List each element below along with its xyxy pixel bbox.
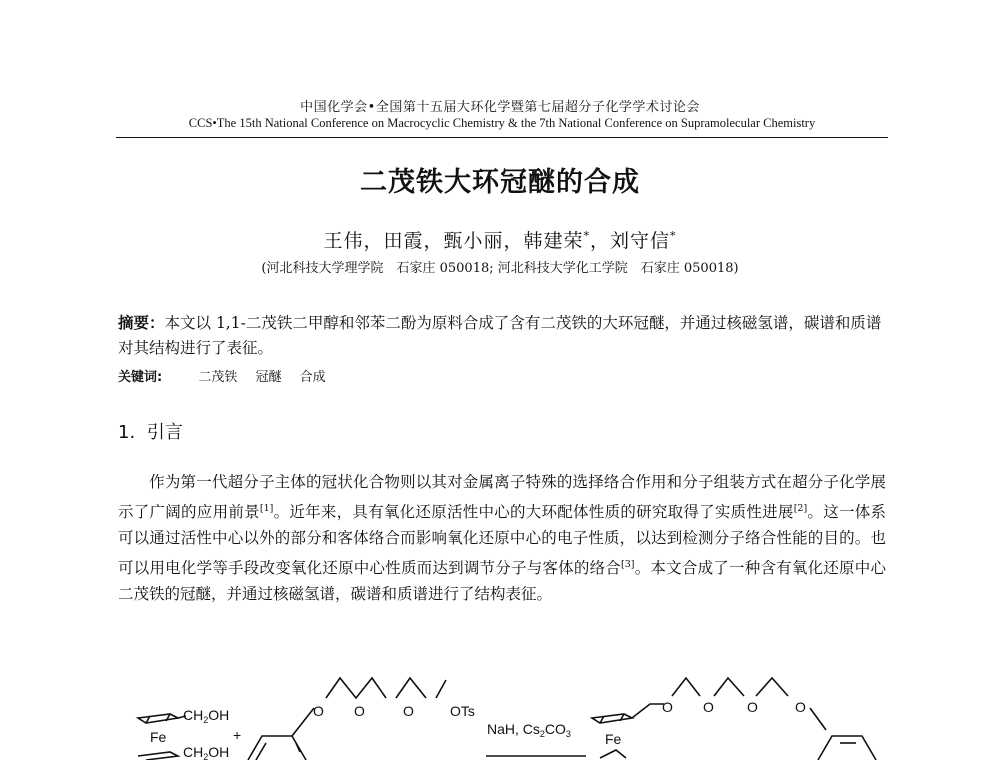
product-benzene-ring: [818, 736, 876, 760]
abstract-text: 本文以 1,1-二茂铁二甲醇和邻苯二酚为原料合成了含有二茂铁的大环冠醚，并通过核磁氢谱，碳谱和质谱对其结构进行了表征。: [118, 314, 882, 357]
product-chain-2: [714, 678, 744, 696]
product-iron-label: Fe: [605, 731, 622, 747]
oxygen-label: O: [313, 703, 324, 719]
crown-ether-product: [592, 678, 876, 760]
plus-sign: +: [233, 727, 242, 743]
product-cp-ring-bottom: [600, 750, 626, 758]
product-cp-ring-top: [592, 714, 632, 723]
glycol-chain-1: [326, 678, 386, 698]
abstract-label: 摘要：: [118, 314, 165, 332]
iron-label: Fe: [150, 729, 167, 745]
corresponding-mark-1: *: [583, 229, 590, 243]
reagent-label: NaH, $Cs_2CO_3$: [487, 721, 571, 739]
product-oxygen-label: O: [703, 699, 714, 715]
ether-bond: [292, 708, 314, 736]
paper-title: 二茂铁大环冠醚的合成: [360, 167, 640, 198]
citation-1: [1]: [259, 502, 274, 514]
ch2oh-label-bottom: $CH_2OH$: [183, 744, 230, 760]
product-ether-bond: [810, 708, 826, 730]
author-list: [0, 226, 1000, 253]
affiliation: (河北科技大学理学院 石家庄 050018; 河北科技大学化工学院 石家庄 050018): [261, 261, 739, 276]
product-oxygen-label: O: [795, 699, 806, 715]
keyword-item: 合成: [299, 370, 326, 385]
corresponding-mark-2: *: [670, 229, 677, 243]
paragraph-text-2: 。近年来，具有氧化还原活性中心的大环配体性质的研究取得了实质性进展: [273, 502, 794, 521]
glycol-chain-2: [396, 678, 426, 698]
cyclopentadienyl-ring-bottom: [138, 752, 178, 760]
keyword-item: 二茂铁: [198, 370, 238, 385]
conference-header-chinese: 中国化学会•全国第十五届大环化学暨第七届超分子化学学术讨论会: [300, 100, 700, 115]
paragraph-text-4: 。本文合成了一种含有氧化还原中心二茂铁的冠醚，并通过核磁氢谱，碳谱和质谱进行了结构表征。: [118, 558, 886, 603]
keywords-label: 关键词:: [118, 370, 163, 385]
keywords: [118, 366, 886, 385]
keyword-item: 冠醚: [255, 370, 282, 385]
section-number: 1.: [118, 422, 136, 443]
tosylate-label: OTs: [450, 703, 475, 719]
paragraph-text-1: 作为第一代超分子主体的冠状化合物则以其对金属离子特殊的选择络合作用和分子组装方式在超分子化学展示了广阔的应用前景: [118, 473, 886, 521]
product-chain-1: [672, 678, 700, 696]
product-oxygen-label: O: [662, 699, 673, 715]
abstract: [118, 311, 886, 361]
citation-3: [3]: [621, 558, 635, 570]
benzene-ring: [248, 736, 306, 760]
cyclopentadienyl-ring-top: [138, 714, 178, 723]
citation-2: [2]: [793, 502, 808, 514]
author-names-2: ，刘守信: [590, 230, 671, 252]
benzene-double-bonds: [256, 743, 300, 760]
paragraph-text-3: 。这一体系可以通过活性中心以外的部分和客体络合而影响氧化还原中心的电子性质，以达到检测分子络合性能的目的。也可以用电化学等手段改变氧化还原中心性质而达到调节分子与客体的络合: [118, 502, 886, 577]
glycol-chain-3: [436, 680, 446, 698]
tosylate-reactant: [248, 678, 446, 760]
product-oxygen-label: O: [747, 699, 758, 715]
oxygen-label: O: [354, 703, 365, 719]
oxygen-label: O: [403, 703, 414, 719]
product-linker: [632, 704, 664, 718]
product-chain-3: [756, 678, 788, 696]
author-names-1: 王伟，田霞，甄小丽，韩建荣: [323, 230, 584, 252]
reaction-scheme: [0, 660, 1000, 760]
introduction-paragraph: [118, 470, 886, 607]
section-heading: [118, 418, 183, 444]
section-title: 引言: [146, 422, 183, 443]
header-divider: [116, 137, 888, 138]
ch2oh-label: $CH_2OH$: [183, 707, 230, 725]
conference-header-english: CCS•The 15th National Conference on Macrocyclic Chemistry & the 7th National Conference on Supramolecular Chemistry: [188, 116, 816, 130]
